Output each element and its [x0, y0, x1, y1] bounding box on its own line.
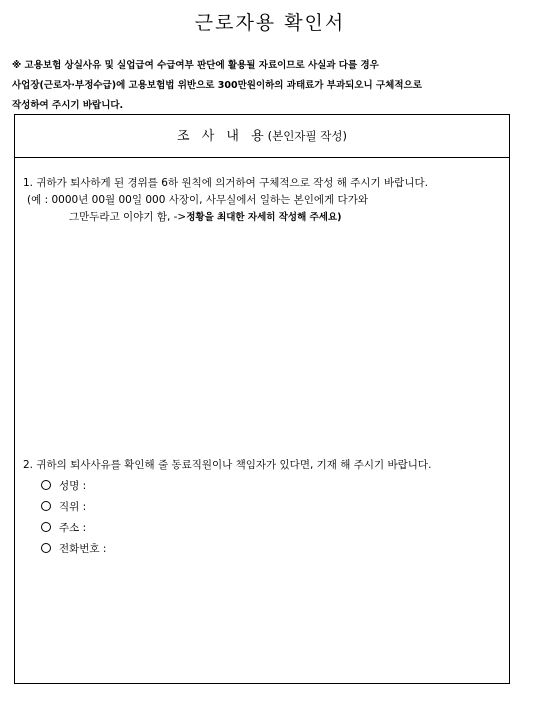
- field-phone[interactable]: [23, 539, 503, 560]
- notice-text: [12, 56, 532, 116]
- field-address-label: 주소 :: [59, 522, 87, 534]
- circle-bullet-icon: [41, 501, 51, 511]
- field-position-label: 직위 :: [59, 501, 87, 513]
- form-header-title: 조 사 내 용: [177, 129, 268, 144]
- document-title: 근로자용 확인서: [194, 12, 346, 34]
- field-name[interactable]: [23, 476, 503, 497]
- survey-form-box: [14, 114, 510, 684]
- field-name-label: 성명 :: [59, 480, 87, 492]
- question-2: [23, 455, 503, 560]
- form-header-subtitle: (본인자필 작성): [267, 129, 347, 143]
- field-position[interactable]: [23, 497, 503, 518]
- example-normal-text: 그만두라고 이야기 함, ->: [69, 211, 187, 223]
- notice-line: 작성하여 주시기 바랍니다.: [12, 100, 124, 111]
- field-address[interactable]: [23, 518, 503, 539]
- circle-bullet-icon: [41, 543, 51, 553]
- question-1: [23, 175, 503, 226]
- question-1-example-line-2: [23, 209, 503, 226]
- form-header: [15, 115, 509, 158]
- field-phone-label: 전화번호 :: [59, 543, 107, 555]
- notice-line: ※ 고용보험 상실사유 및 실업급여 수급여부 판단에 활용될 자료이므로 사실과 다를 경우: [12, 60, 379, 71]
- circle-bullet-icon: [41, 522, 51, 532]
- example-bold-text: 정황을 최대한 자세히 작성해 주세요): [186, 212, 342, 223]
- question-1-example-line-1: (예 : 0000년 00월 00일 000 사장이, 사무실에서 일하는 본인에게 다가와: [27, 194, 368, 206]
- question-1-text: 1. 귀하가 퇴사하게 된 경위를 6하 원칙에 의거하여 구체적으로 작성 해 주시기 바랍니다.: [23, 177, 428, 189]
- notice-line: 사업장(근로자·부정수급)에 고용보험법 위반으로 300만원이하의 과태료가 부과되오니 구체적으로: [12, 80, 422, 91]
- question-2-text: 2. 귀하의 퇴사사유를 확인해 줄 동료직원이나 책임자가 있다면, 기재 해 주시기 바랍니다.: [23, 459, 432, 471]
- circle-bullet-icon: [41, 480, 51, 490]
